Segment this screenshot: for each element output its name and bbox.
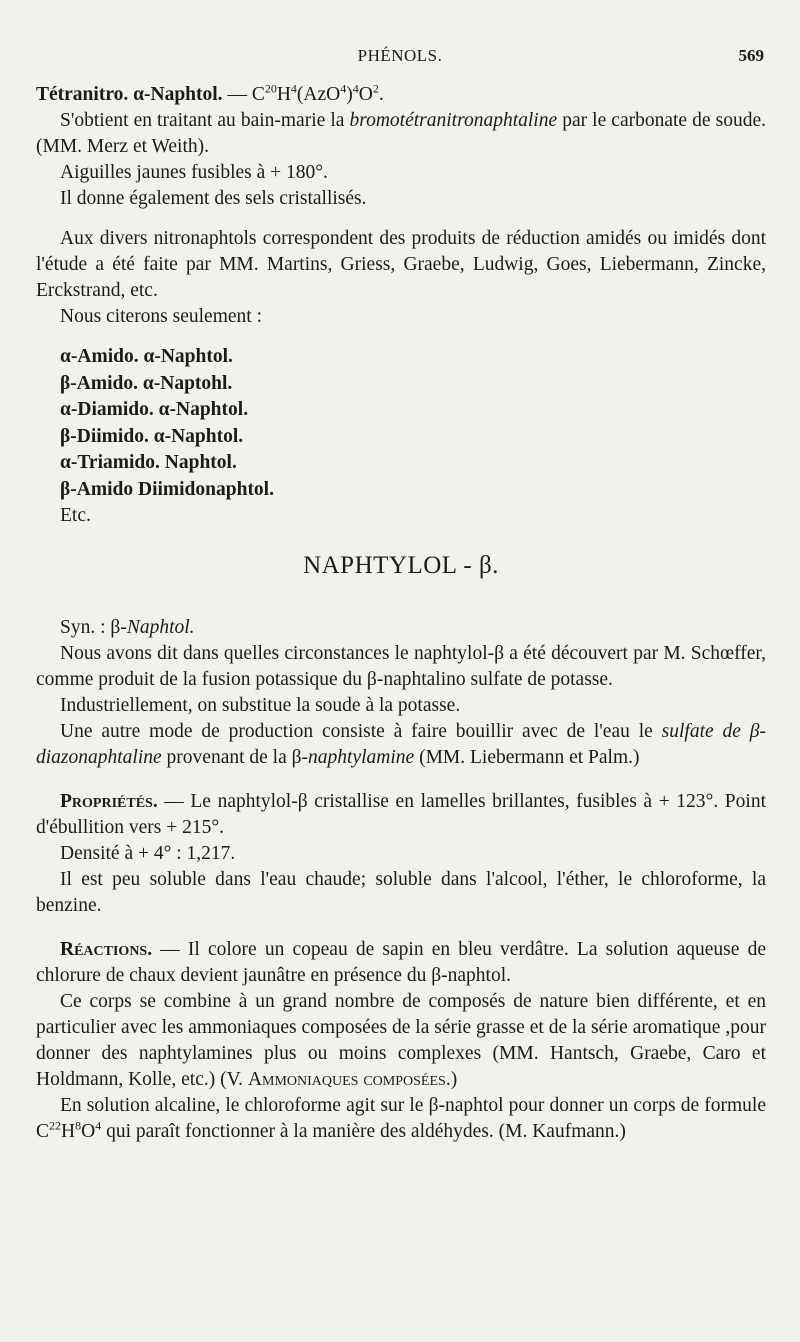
nitro-paragraph: Aux divers nitronaphtols correspondent des produits de réduction amidés ou imidés dont l'étude a été faite par MM. Martins, Griess, Graebe, Ludwig, Goes, Liebermann, Zincke, Erckstrand, etc. [36, 228, 766, 301]
compound-list [60, 344, 766, 503]
compound-item: β-Amido. α-Naptohl. [60, 372, 233, 394]
intro-production: Une autre mode de production consiste à faire bouillir avec de l'eau le sulfate de β-diazonaphtaline provenant de la β-naphtylamine (MM. Liebermann et Palm.) [36, 721, 767, 768]
reactions-paragraph: Réactions. — Il colore un copeau de sapin en bleu verdâtre. La solution aqueuse de chlorure de chaux devient jaunâtre en présence du β-naphtol. [36, 939, 766, 986]
tetranitro-heading [36, 82, 766, 108]
reactions-chloroform: En solution alcaline, le chloroforme agit sur le β-naphtol pour donner un corps de formule $C^{22}H^8O^4$ qui paraît fonctionner à la manière des aldéhydes. (M. Kaufmann.) [36, 1095, 766, 1142]
compound-item: β-Amido Diimidonaphtol. [60, 478, 274, 500]
etc-text: Etc. [60, 505, 91, 526]
intro-industrial: Industriellement, on substitue la soude à la potasse. [60, 695, 461, 716]
header-title: PHÉNOLS. [357, 46, 443, 65]
tetranitro-salts: Il donne également des sels cristallisés. [60, 188, 367, 209]
synonym-line: Syn. : β-Naphtol. [60, 617, 195, 638]
section-heading: NAPHTYLOL - β. [303, 552, 499, 579]
compound-item: α-Amido. α-Naphtol. [60, 346, 233, 367]
intro-discovery: Nous avons dit dans quelles circonstances le naphtylol-β a été découvert par M. Schœffer, comme produit de la fusion potassique du β-naphtalino sulfate de potasse. [36, 643, 766, 690]
running-header [0, 46, 800, 70]
tetranitro-formula: — $C^{20}H^4(AzO^4)^4O^2$. [227, 81, 384, 105]
proprietes-solubility: Il est peu soluble dans l'eau chaude; soluble dans l'alcool, l'éther, le chloroforme, la benzine. [36, 869, 766, 916]
proprietes-label: Propriétés. [60, 791, 158, 812]
proprietes-paragraph: Propriétés. — Le naphtylol-β cristallise en lamelles brillantes, fusibles à + 123°. Point d'ébullition vers + 215°. [36, 791, 766, 838]
reactions-combination: Ce corps se combine à un grand nombre de composés de nature bien différente, et en particulier avec les ammoniaques composées de la série grasse et de la série aromatique ,pour donner des naphtylamines plus ou moins complexes (MM. Hantsch, Graebe, Caro et Holdmann, Kolle, etc.) (V. Ammoniaques composées.) [36, 991, 766, 1090]
tetranitro-prep: S'obtient en traitant au bain-marie la bromotétranitronaphtaline par le carbonate de soude. (MM. Merz et Weith). [36, 110, 766, 157]
compound-item: α-Diamido. α-Naphtol. [60, 399, 249, 420]
nitro-citerons: Nous citerons seulement : [60, 306, 262, 327]
compound-item: β-Diimido. α-Naphtol. [60, 425, 244, 447]
page-body [36, 82, 766, 1145]
tetranitro-fusion: Aiguilles jaunes fusibles à + 180°. [60, 162, 328, 183]
tetranitro-name: Tétranitro. α-Naphtol. [36, 84, 223, 105]
compound-item: α-Triamido. Naphtol. [60, 452, 237, 473]
reactions-label: Réactions. [60, 939, 153, 960]
page-number: 569 [738, 46, 764, 65]
proprietes-density: Densité à + 4° : 1,217. [60, 843, 236, 864]
